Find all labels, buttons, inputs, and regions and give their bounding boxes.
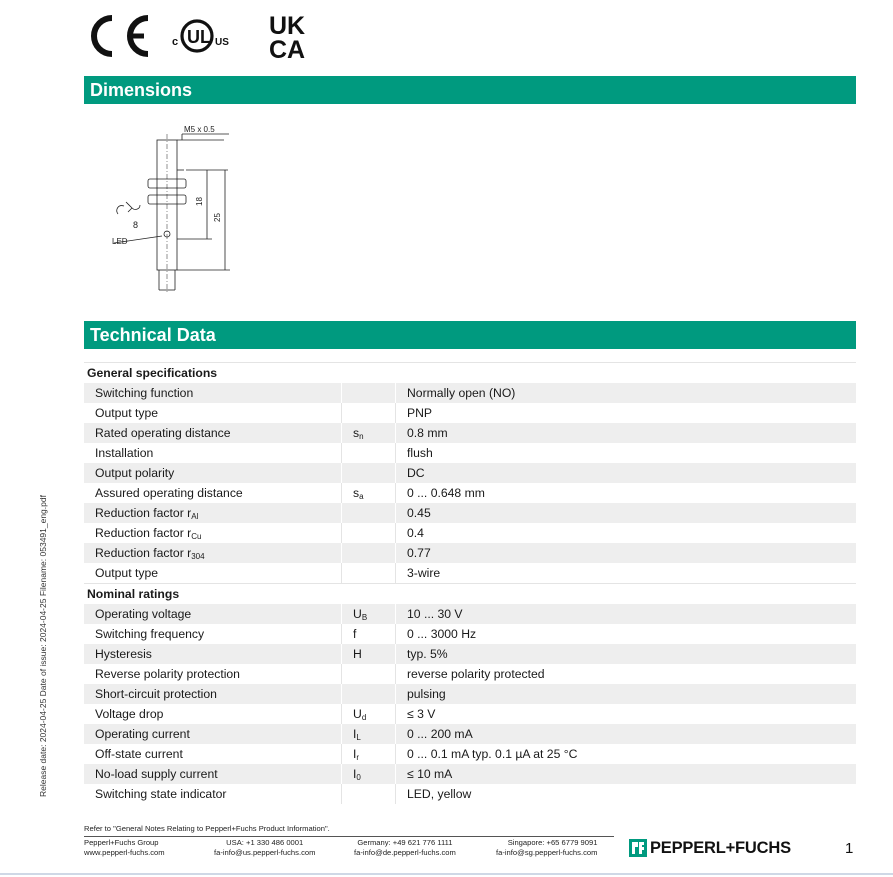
parameter-text: Installation [95,446,154,460]
parameter-name [84,664,342,684]
value: LED, yellow [407,787,472,801]
table-row [84,423,856,443]
table-row [84,483,856,503]
table-row [84,523,856,543]
symbol [342,624,396,644]
table-row [84,604,856,624]
culus-mark-icon [172,21,229,51]
parameter-name [84,624,342,644]
symbol [342,784,396,804]
value: reverse polarity protected [407,667,545,681]
symbol-text: U [353,606,362,621]
parameter-subscript: Al [191,511,199,521]
svg-text:UL: UL [187,27,211,47]
footer-note: Refer to "General Notes Relating to Pepperl+Fuchs Product Information". [84,824,330,833]
parameter-name [84,383,342,403]
table-row [84,644,856,664]
footer-usa [214,838,315,858]
table-row [84,443,856,463]
page-bottom-line [0,873,893,875]
parameter-name [84,744,342,764]
svg-text:CA: CA [269,36,306,62]
symbol [342,443,396,463]
symbol [342,503,396,523]
parameter-text: Switching state indicator [95,787,227,801]
parameter-name [84,523,342,543]
footer-group [84,838,165,858]
parameter-text: Output type [95,406,159,420]
parameter-text: Assured operating distance [95,486,243,500]
page-number: 1 [845,840,854,857]
singapore-email[interactable]: fa-info@sg.pepperl-fuchs.com [496,848,598,857]
symbol-subscript: r [356,752,360,762]
table-row [84,563,856,584]
parameter-subscript: Cu [191,531,202,541]
germany-phone: Germany: +49 621 776 1111 [357,838,453,847]
symbol [342,644,396,664]
parameter-subscript: 304 [191,551,205,561]
ukca-mark-icon [269,12,305,62]
parameter-text: Voltage drop [95,707,164,721]
website-link[interactable]: www.pepperl-fuchs.com [84,848,165,857]
value: 0.45 [396,503,857,523]
parameter-text: Reduction factor r [95,505,192,520]
table-row [84,744,856,764]
symbol [342,664,396,684]
symbol [342,463,396,483]
symbol-subscript: a [359,491,364,501]
value: 0.4 [407,526,424,540]
brand-name: PEPPERL+FUCHS [650,838,791,857]
symbol [342,543,396,563]
germany-email[interactable]: fa-info@de.pepperl-fuchs.com [354,848,456,857]
pf-logo-icon [629,839,647,857]
value: 10 ... 30 V [396,604,857,624]
footer-singapore [496,838,597,858]
ce-mark-icon [94,18,148,54]
symbol-text: s [353,425,360,440]
footer-divider [84,836,614,837]
symbol [342,684,396,704]
symbol [342,563,396,584]
parameter-text: Hysteresis [95,647,152,661]
parameter-name [84,563,342,584]
usa-email[interactable]: fa-info@us.pepperl-fuchs.com [214,848,316,857]
parameter-name [84,764,342,784]
value: pulsing [396,684,857,704]
symbol-text: U [353,706,362,721]
symbol-text: I [353,746,357,761]
table-row [84,704,856,724]
parameter-text: Operating current [95,727,190,741]
group-name: Pepperl+Fuchs Group [84,838,159,847]
parameter-text: Off-state current [95,747,183,761]
value: 0.77 [396,543,857,563]
usa-phone: USA: +1 330 486 0001 [226,838,304,847]
parameter-text: Switching function [95,386,194,400]
parameter-name [84,463,342,483]
symbol-text: f [353,626,357,641]
value: PNP [407,406,433,420]
brand-logo [629,837,791,859]
value: ≤ 3 V [407,707,436,721]
parameter-text: No-load supply current [95,767,218,781]
table-row [84,724,856,744]
symbol-subscript: n [359,431,364,441]
symbol [342,403,396,423]
symbol-text: I [353,766,357,781]
section-heading: General specifications [84,363,856,384]
value: 0.8 mm [396,423,857,443]
parameter-text: Reduction factor r [95,525,192,540]
value: 0 ... 200 mA [396,724,857,744]
table-row [84,383,856,403]
symbol [342,483,396,503]
section-heading: Nominal ratings [84,584,856,605]
svg-text:c: c [172,36,179,48]
table-row [84,463,856,483]
symbol [342,423,396,443]
parameter-text: Short-circuit protection [95,687,217,701]
table-row [84,403,856,423]
symbol [342,383,396,403]
symbol-subscript: B [361,612,368,622]
table-row [84,784,856,804]
table-row [84,543,856,563]
symbol [342,704,396,724]
footer-germany [354,838,456,858]
symbol-text: I [353,726,357,741]
thread-label: M5 x 0.5 [184,125,215,134]
value: 0 ... 0.648 mm [407,486,485,500]
value: 3-wire [407,566,441,580]
singapore-phone: Singapore: +65 6779 9091 [507,838,598,847]
parameter-name [84,604,342,624]
parameter-name [84,483,342,503]
table-row [84,764,856,784]
parameter-name [84,704,342,724]
value: typ. 5% [396,644,857,664]
value: 0 ... 3000 Hz [407,627,477,641]
parameter-name [84,644,342,664]
parameter-name [84,724,342,744]
value: ≤ 10 mA [396,764,857,784]
symbol-subscript: L [356,732,361,742]
parameter-name [84,543,342,563]
parameter-text: Reverse polarity protection [95,667,240,681]
value: flush [407,446,433,460]
parameter-text: Operating voltage [95,607,192,621]
parameter-text: Output type [95,566,159,580]
technical-data-table [84,362,856,804]
wrench-size: 8 [133,220,139,230]
svg-text:US: US [215,37,229,48]
parameter-name [84,784,342,804]
parameter-name [84,403,342,423]
dimension-drawing [104,122,254,297]
technical-data-heading: Technical Data [84,321,856,349]
symbol-subscript: 0 [356,772,361,782]
table-row [84,624,856,644]
parameter-name [84,423,342,443]
parameter-text: Rated operating distance [95,426,231,440]
parameter-name [84,443,342,463]
parameter-text: Switching frequency [95,627,205,641]
parameter-name [84,503,342,523]
symbol [342,724,396,744]
release-info: Release date: 2024-04-25 Date of issue: 2024-04-25 Filename: 053491_eng.pdf [38,495,48,797]
parameter-text: Reduction factor r [95,545,192,560]
dimension-25: 25 [213,213,222,222]
value: Normally open (NO) [396,383,857,403]
symbol [342,744,396,764]
symbol-subscript: d [361,712,367,722]
dimension-18: 18 [195,197,204,206]
symbol-text: s [353,485,360,500]
symbol [342,604,396,624]
certification-logos [86,10,326,62]
table-row [84,664,856,684]
table-row [84,684,856,704]
svg-text:UK: UK [269,12,306,40]
section-header [84,363,856,384]
value: 0 ... 0.1 mA typ. 0.1 µA at 25 °C [407,747,578,761]
symbol [342,764,396,784]
table-row [84,503,856,523]
parameter-text: Output polarity [95,466,175,480]
dimensions-heading: Dimensions [84,76,856,104]
symbol [342,523,396,543]
symbol-text: H [353,646,362,661]
section-header [84,584,856,605]
led-label: LED [112,237,128,246]
parameter-name [84,684,342,704]
value: DC [396,463,857,483]
